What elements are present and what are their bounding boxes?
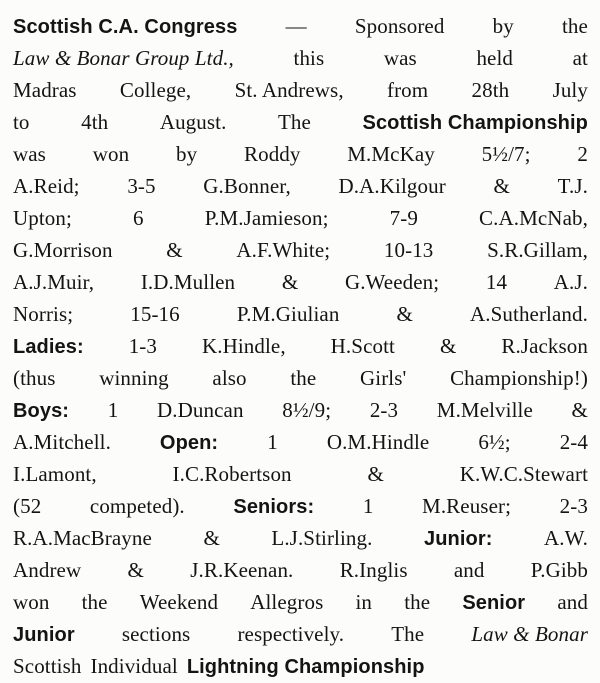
word: also xyxy=(212,366,247,390)
word: I.C.Robertson xyxy=(172,462,292,486)
word: 6 xyxy=(133,206,144,230)
word: St. Andrews, xyxy=(234,78,344,102)
word: 6½; xyxy=(478,430,511,454)
word: August. xyxy=(159,110,227,134)
word: & xyxy=(127,558,144,582)
word: A.J.Muir, xyxy=(13,270,95,294)
word: G.Morrison xyxy=(13,238,113,262)
word: by xyxy=(492,14,514,38)
bold-phrase: Boys: xyxy=(13,400,70,422)
word: A.Reid; xyxy=(13,174,80,198)
word: & xyxy=(281,270,299,294)
bold-phrase: Senior xyxy=(462,592,526,614)
word: from xyxy=(386,78,429,102)
text-line xyxy=(13,554,588,586)
word: J.R.Keenan. xyxy=(190,558,294,582)
bold-phrase: Junior: xyxy=(423,528,493,550)
word: & xyxy=(367,462,384,486)
word: respectively. xyxy=(237,622,345,646)
word: D.Duncan xyxy=(157,398,244,422)
text-line xyxy=(13,106,588,138)
word: R.Jackson xyxy=(501,334,588,358)
word: this xyxy=(293,46,325,70)
word: L.J.Stirling. xyxy=(271,526,373,550)
bold-phrase: Ladies: xyxy=(13,336,84,358)
word: the xyxy=(404,590,431,614)
word: Individual xyxy=(90,654,178,678)
word: & xyxy=(439,334,457,358)
text-line xyxy=(13,522,588,554)
word: held xyxy=(476,46,514,70)
word: 2-4 xyxy=(559,430,588,454)
text-line xyxy=(13,330,588,362)
word: Andrew xyxy=(13,558,82,582)
word: Championship!) xyxy=(450,366,588,390)
word: 1 xyxy=(362,494,374,518)
word: competed). xyxy=(89,494,185,518)
italic-phrase: Law & Bonar xyxy=(471,622,588,646)
word: R.Inglis xyxy=(339,558,408,582)
word: at xyxy=(572,46,588,70)
word: M.Melville xyxy=(436,398,533,422)
word: C.A.McNab, xyxy=(479,206,588,230)
word: & xyxy=(166,238,183,262)
text-line xyxy=(13,458,588,490)
word: D.A.Kilgour xyxy=(338,174,446,198)
word: O.M.Hindle xyxy=(326,430,430,454)
word: 10-13 xyxy=(383,238,434,262)
word: and xyxy=(557,590,588,614)
word: 2 xyxy=(577,142,588,166)
word: Madras xyxy=(13,78,77,102)
word: H.Scott xyxy=(330,334,395,358)
word: M.McKay xyxy=(347,142,435,166)
word: 28th xyxy=(471,78,510,102)
word: won xyxy=(13,590,50,614)
word: was xyxy=(383,46,417,70)
text-line xyxy=(13,266,588,298)
word: & xyxy=(396,302,413,326)
word: 3-5 xyxy=(127,174,156,198)
bold-phrase: Scottish C.A. Congress xyxy=(13,16,238,38)
word: 4th xyxy=(81,110,109,134)
word: 1 xyxy=(107,398,119,422)
word: K.W.C.Stewart xyxy=(459,462,588,486)
word: July xyxy=(552,78,588,102)
bold-phrase: Lightning Championship xyxy=(186,656,425,678)
word: & xyxy=(493,174,510,198)
text-line xyxy=(13,298,588,330)
text-line xyxy=(13,234,588,266)
text-line xyxy=(13,74,588,106)
word: 7-9 xyxy=(389,206,418,230)
word: Sponsored xyxy=(354,14,445,38)
word: (thus xyxy=(13,366,56,390)
text-line xyxy=(13,426,588,458)
word: M.Reuser; xyxy=(422,494,512,518)
word: the xyxy=(561,14,588,38)
word: winning xyxy=(99,366,169,390)
text-line xyxy=(13,170,588,202)
word: & xyxy=(571,398,588,422)
word: to xyxy=(13,110,30,134)
word: 5½/7; xyxy=(481,142,531,166)
bold-phrase: Open: xyxy=(159,432,219,454)
word: 8½/9; xyxy=(282,398,332,422)
text-line xyxy=(13,618,588,650)
word: The xyxy=(391,622,425,646)
word: Weekend xyxy=(139,590,219,614)
bold-phrase: Scottish Championship xyxy=(362,112,588,134)
word: T.J. xyxy=(557,174,588,198)
text-line xyxy=(13,490,588,522)
word: & xyxy=(203,526,220,550)
word: won xyxy=(92,142,130,166)
word: 1 xyxy=(267,430,278,454)
word: — xyxy=(285,14,307,38)
word: Girls' xyxy=(360,366,407,390)
text-line xyxy=(13,650,588,682)
word: K.Hindle, xyxy=(201,334,286,358)
word: G.Weeden; xyxy=(344,270,440,294)
word: P.M.Jamieson; xyxy=(204,206,329,230)
word: A.F.White; xyxy=(236,238,331,262)
word: Norris; xyxy=(13,302,74,326)
word: P.Gibb xyxy=(530,558,588,582)
word: 2-3 xyxy=(369,398,399,422)
italic-phrase: Law & Bonar Group Ltd., xyxy=(13,46,234,70)
word: the xyxy=(81,590,108,614)
word: P.M.Giulian xyxy=(236,302,340,326)
word: the xyxy=(290,366,317,390)
word: College, xyxy=(119,78,192,102)
word: sections xyxy=(121,622,191,646)
text-line xyxy=(13,138,588,170)
word: A.W. xyxy=(543,526,588,550)
word: R.A.MacBrayne xyxy=(13,526,152,550)
word: was xyxy=(13,142,46,166)
word: Allegros xyxy=(250,590,324,614)
text-line xyxy=(13,10,588,42)
word: S.R.Gillam, xyxy=(487,238,588,262)
word: The xyxy=(278,110,311,134)
word: G.Bonner, xyxy=(203,174,291,198)
word: 15-16 xyxy=(130,302,180,326)
word: Scottish xyxy=(13,654,82,678)
text-line xyxy=(13,586,588,618)
word: I.Lamont, xyxy=(13,462,97,486)
word: I.D.Mullen xyxy=(140,270,236,294)
word: A.J. xyxy=(553,270,588,294)
text-line xyxy=(13,394,588,426)
word: A.Mitchell. xyxy=(13,430,111,454)
word: in xyxy=(355,590,373,614)
word: 14 xyxy=(485,270,508,294)
word: 1-3 xyxy=(128,334,157,358)
bold-phrase: Seniors: xyxy=(233,496,315,518)
word: (52 xyxy=(13,494,42,518)
word: Roddy xyxy=(243,142,301,166)
text-line xyxy=(13,362,588,394)
text-line xyxy=(13,42,588,74)
word: by xyxy=(176,142,198,166)
word: Upton; xyxy=(13,206,72,230)
word: 2-3 xyxy=(559,494,588,518)
text-line xyxy=(13,202,588,234)
word: A.Sutherland. xyxy=(470,302,588,326)
bold-phrase: Junior xyxy=(13,624,75,646)
word: and xyxy=(453,558,485,582)
